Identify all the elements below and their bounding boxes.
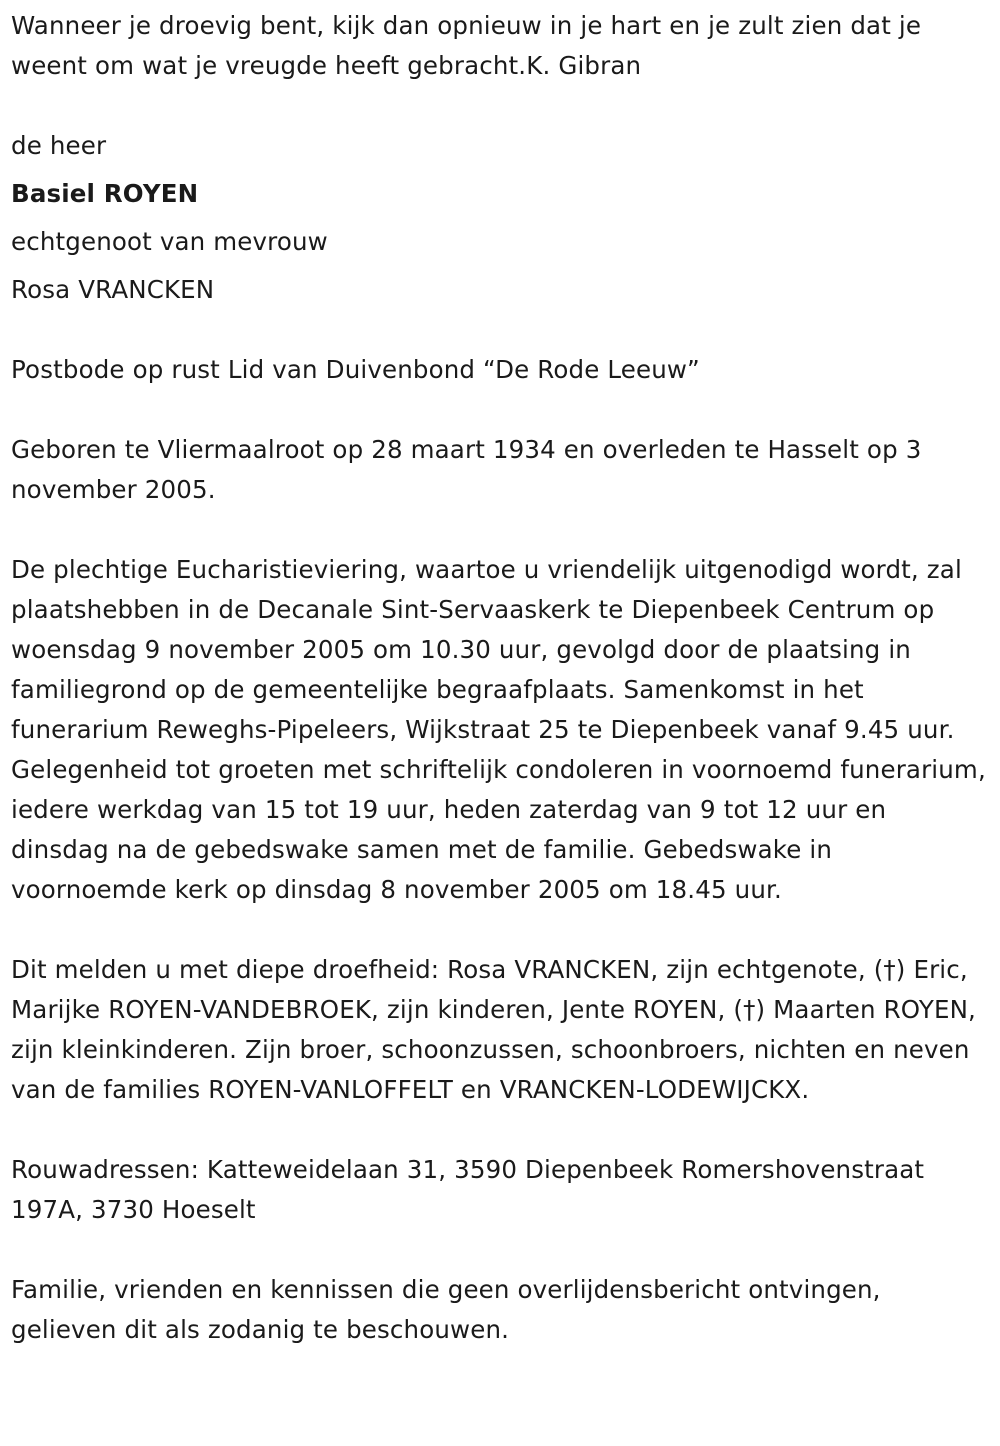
spouse-label: echtgenoot van mevrouw [11,227,328,256]
deceased-name: Basiel ROYEN [11,179,199,208]
closing-text: Familie, vrienden en kennissen die geen overlijdensbericht ontvingen, gelieven dit als zodanig te beschouwen. [11,1275,881,1344]
opening-quote: Wanneer je droevig bent, kijk dan opnieuw in je hart en je zult zien dat je weent om wat je vreugde heeft gebracht.K. Gibran [11,11,922,80]
spouse-name: Rosa VRANCKEN [11,275,215,304]
salutation: de heer [11,131,107,160]
occupation: Postbode op rust Lid van Duivenbond “De Rode Leeuw” [11,355,700,384]
family-text: Dit melden u met diepe droefheid: Rosa VRANCKEN, zijn echtgenote, (†) Eric, Marijke ROYEN-VANDEBROEK, zijn kinderen, Jente ROYEN, (†) Maarten ROYEN, zijn kleinkinderen. Zijn broer, schoonzussen, schoonbroers, nichten en neven van de families ROYEN-VANLOFFELT en VRANCKEN-LODEWIJCKX. [11,955,976,1104]
mourning-addresses: Rouwadressen: Katteweidelaan 31, 3590 Diepenbeek Romershovenstraat 197A, 3730 Hoeselt [11,1155,925,1224]
ceremony-text: De plechtige Eucharistieviering, waartoe u vriendelijk uitgenodigd wordt, zal plaatshebben in de Decanale Sint-Servaaskerk te Diepenbeek Centrum op woensdag 9 november 2005 om 10.30 uur, gevolgd door de plaatsing in familiegrond op de gemeentelijke begraafplaats. Samenkomst in het funerarium Reweghs-Pipeleers, Wijkstraat 25 te Diepenbeek vanaf 9.45 uur. Gelegenheid tot groeten met schriftelijk condoleren in voornoemd funerarium, iedere werkdag van 15 tot 19 uur, heden zaterdag van 9 tot 12 uur en dinsdag na de gebedswake samen met de familie. Gebedswake in voornoemde kerk op dinsdag 8 november 2005 om 18.45 uur. [11,555,986,904]
birth-death-text: Geboren te Vliermaalroot op 28 maart 1934 en overleden te Hasselt op 3 november 2005. [11,435,922,504]
